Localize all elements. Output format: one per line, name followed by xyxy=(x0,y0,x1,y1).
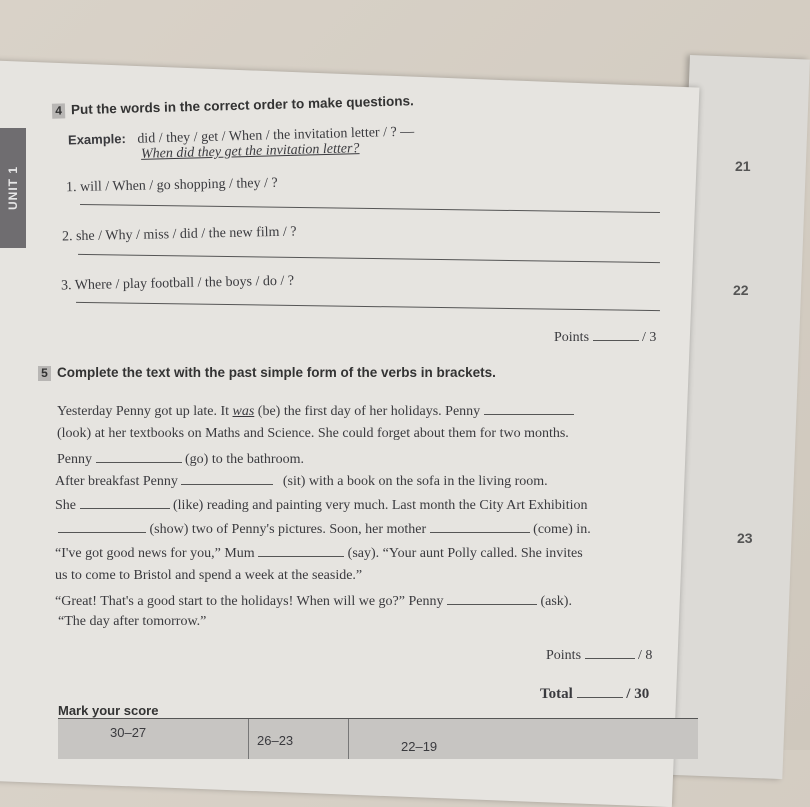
total-score xyxy=(540,685,649,703)
text-line xyxy=(57,450,304,468)
exercise-number: 4 xyxy=(52,103,65,118)
points-ex4 xyxy=(554,328,656,346)
points-ex5 xyxy=(546,646,652,664)
score-range-cell xyxy=(348,719,509,759)
points-total: / 8 xyxy=(638,648,653,663)
right-page-number: 22 xyxy=(733,282,749,298)
right-page-number: 23 xyxy=(737,530,753,546)
points-label: Points xyxy=(554,330,590,345)
points-total: / 3 xyxy=(642,330,657,345)
answer-line[interactable] xyxy=(80,204,660,213)
text-span: Yesterday Penny got up late. It xyxy=(57,404,229,419)
text-span: “I've got good news for you,” Mum xyxy=(55,546,255,561)
answer-blank[interactable] xyxy=(181,472,273,485)
text-line xyxy=(58,520,591,538)
score-range-cell xyxy=(58,719,248,759)
answer-blank[interactable] xyxy=(430,520,530,533)
example-answer: When did they get the invitation letter? xyxy=(140,141,360,162)
text-span: (be) the first day of her holidays. Penny xyxy=(257,404,481,419)
text-line xyxy=(57,402,574,420)
answer-blank[interactable] xyxy=(80,496,170,509)
text-span: (go) to the bathroom. xyxy=(185,452,304,467)
text-span: (sit) with a book on the sofa in the living room. xyxy=(282,474,548,489)
answer-blank[interactable] xyxy=(258,544,344,557)
text-line: “The day after tomorrow.” xyxy=(58,614,207,629)
score-label: Mark your score xyxy=(58,703,159,718)
answer-blank[interactable] xyxy=(484,402,574,415)
text-line xyxy=(55,592,572,610)
score-table xyxy=(58,718,698,759)
right-page-number: 21 xyxy=(735,158,751,174)
example-prompt: did / they / get / When / the invitation letter / ? — xyxy=(137,124,415,147)
exercise-title: Complete the text with the past simple form of the verbs in brackets. xyxy=(57,365,496,380)
answer-line[interactable] xyxy=(76,302,660,311)
points-blank[interactable] xyxy=(585,646,635,659)
answer-line[interactable] xyxy=(78,254,660,263)
text-span: (ask). xyxy=(540,594,572,609)
score-range: 22–19 xyxy=(401,739,438,754)
example-answer: was xyxy=(232,404,255,419)
text-span: After breakfast Penny xyxy=(55,474,178,489)
text-line xyxy=(55,496,587,514)
exercise-5-heading xyxy=(38,365,496,381)
exercise-number: 5 xyxy=(38,366,51,381)
text-span: “Great! That's a good start to the holidays! When will we go?” Penny xyxy=(55,594,444,609)
text-span: Penny xyxy=(57,452,92,467)
total-label: Total xyxy=(540,686,573,702)
text-line: us to come to Bristol and spend a week at the seaside.” xyxy=(55,568,363,583)
score-range-cell xyxy=(248,719,349,759)
text-line xyxy=(55,544,583,562)
points-label: Points xyxy=(546,648,582,663)
question-item: 3. Where / play football / the boys / do / ? xyxy=(60,273,295,294)
text-span: (like) reading and painting very much. Last month the City Art Exhibition xyxy=(173,498,588,513)
answer-blank[interactable] xyxy=(447,592,537,605)
answer-blank[interactable] xyxy=(96,450,182,463)
score-range: 30–27 xyxy=(110,725,147,740)
text-line: (look) at her textbooks on Maths and Science. She could forget about them for two months. xyxy=(57,426,569,441)
question-item: 2. she / Why / miss / did / the new film / ? xyxy=(61,224,297,245)
text-span: (come) in. xyxy=(533,522,591,537)
points-blank[interactable] xyxy=(593,328,639,341)
exercise-4-heading xyxy=(52,93,414,118)
text-span: (show) two of Penny's pictures. Soon, her mother xyxy=(149,522,427,537)
example-label: Example: xyxy=(67,131,127,148)
total-value: / 30 xyxy=(626,686,650,702)
total-blank[interactable] xyxy=(577,685,623,698)
score-range: 26–23 xyxy=(257,733,294,748)
unit-tab: UNIT 1 xyxy=(0,128,26,248)
text-span: She xyxy=(55,498,76,513)
text-span: (say). “Your aunt Polly called. She invites xyxy=(347,546,583,561)
question-item: 1. will / When / go shopping / they / ? xyxy=(65,175,278,196)
text-line xyxy=(55,472,548,490)
answer-blank[interactable] xyxy=(58,520,146,533)
exercise-title: Put the words in the correct order to make questions. xyxy=(70,93,414,118)
